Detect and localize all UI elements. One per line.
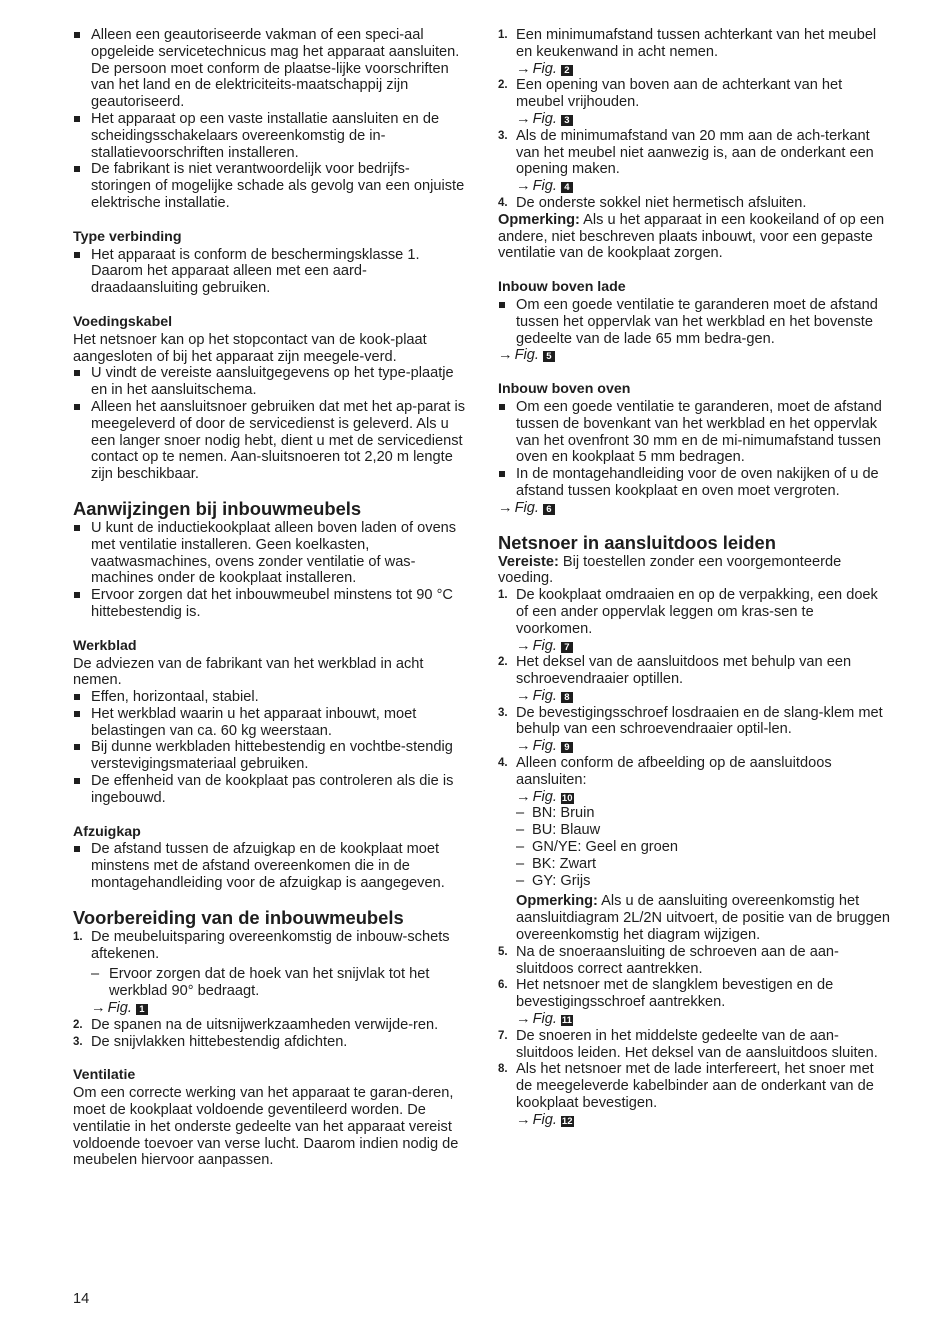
note-text: Als u de aansluiting overeenkomstig het aansluitdiagram 2L/2N uitvoert, de positie van de bruggen overeenkomstig het diagram wijzigen.: [516, 893, 891, 944]
paragraph: De adviezen van de fabrikant van het werkblad in acht nemen.: [73, 655, 424, 689]
step-text: Na de snoeraansluiting de schroeven aan de aan-sluitdoos correct aantrekken.: [516, 943, 839, 977]
section-heading-voedingskabel: Voedingskabel: [73, 313, 173, 330]
section-heading-aanwijzingen: Aanwijzingen bij inbouwmeubels: [73, 497, 362, 519]
arrow-right-icon: →: [516, 110, 531, 127]
step-item: [498, 977, 890, 1027]
step-number: 1.: [73, 930, 83, 943]
list-item: De fabrikant is niet verantwoordelijk voor bedrijfs-storingen of mogelijke schade als gevolg van een onjuiste elektrische installatie.: [73, 161, 465, 211]
list-item: – GY: Grijs: [516, 873, 890, 890]
step-item: [73, 929, 465, 1017]
step-text: De bevestigingsschroef losdraaien en de slang-klem met behulp van een schroevendraaier optil-len.: [516, 704, 883, 738]
inbouw-lade-list: [498, 297, 890, 347]
figure-reference: [516, 111, 890, 128]
list-item: U kunt de inductiekookplaat alleen boven laden of ovens met ventilatie installeren. Geen koelkasten, vaatwasmachines, ovens zonder ventilatie of was-machines onder de kookplaat installeren.: [73, 520, 465, 587]
step-text: Het netsnoer met de slangklem bevestigen en de bevestigingsschroef aantrekken.: [516, 977, 834, 1011]
step-number: 4.: [498, 196, 508, 209]
step-text: Het deksel van de aansluitdoos met behulp van een schroevendraaier optillen.: [516, 654, 852, 688]
step-number: 6.: [498, 979, 508, 992]
note-text: Als u het apparaat in een kookeiland of op een andere, niet beschreven plaats inbouwt, voor een gepaste ventilatie van de kookplaat zorgen.: [498, 211, 885, 262]
section-heading-ventilatie: Ventilatie: [73, 1067, 136, 1084]
figure-number: 3: [561, 115, 573, 126]
list-item: Het werkblad waarin u het apparaat inbouwt, moet belastingen van ca. 60 kg weerstaan.: [73, 706, 465, 740]
step-number: 1.: [498, 589, 508, 602]
arrow-right-icon: →: [91, 1000, 106, 1017]
arrow-right-icon: →: [498, 499, 513, 516]
figure-reference: [516, 789, 890, 806]
arrow-right-icon: →: [498, 347, 513, 364]
step-text: De meubeluitsparing overeenkomstig de inbouw-schets aftekenen.: [91, 928, 450, 962]
step-text: De kookplaat omdraaien en op de verpakking, een doek of een ander oppervlak leggen om kras-sen te voorkomen.: [516, 587, 878, 637]
figure-reference: [91, 1000, 465, 1017]
step-text: Een minimumafstand tussen achterkant van het meubel en keukenwand in acht nemen.: [516, 27, 877, 60]
figure-reference: [498, 500, 890, 517]
step-text: De snijvlakken hittebestendig afdichten.: [91, 1033, 348, 1050]
paragraph: Het netsnoer kan op het stopcontact van de kook-plaat aangesloten of bij het apparaat zijn meegele-verd.: [73, 331, 427, 365]
requirement-paragraph: [498, 554, 890, 588]
right-column: [498, 27, 890, 1129]
figure-label: Fig.: [532, 110, 557, 127]
step-number: 2.: [498, 656, 508, 669]
step-number: 4.: [498, 757, 508, 770]
step-text: Als het netsnoer met de lade interfereert, het snoer met de meegeleverde kabelbinder aan de onderkant van de kookplaat bevestigen.: [516, 1061, 874, 1112]
list-item: – GN/YE: Geel en groen: [516, 839, 890, 856]
requirement-label: Vereiste:: [498, 553, 559, 570]
page-number: 14: [73, 1291, 90, 1307]
requirement-text: Bij toestellen zonder een voorgemonteerde voeding.: [498, 553, 842, 587]
step-text: Een opening van boven aan de achterkant van het meubel vrijhouden.: [516, 77, 843, 111]
figure-reference: [516, 61, 890, 78]
step-item: [498, 654, 890, 704]
step-text: Als de minimumafstand van 20 mm aan de ach-terkant van het meubel niet aanwezig is, aan de onderkant een opening maken.: [516, 127, 874, 178]
step-number: 3.: [498, 129, 508, 142]
section-heading-afzuigkap: Afzuigkap: [73, 823, 141, 840]
figure-reference: [516, 1011, 890, 1028]
step-number: 3.: [498, 706, 508, 719]
arrow-right-icon: →: [516, 788, 531, 805]
figure-number: 4: [561, 182, 573, 193]
voorbereiding-steps: [73, 929, 465, 1051]
step-item: [498, 128, 890, 195]
list-item: Om een goede ventilatie te garanderen moet de afstand tussen het oppervlak van het werkblad en het bovenste gedeelte van de lade 65 mm bedra-gen.: [498, 297, 890, 347]
figure-number: 11: [561, 1015, 572, 1027]
left-column: [73, 27, 465, 1169]
netsnoer-steps: [498, 587, 890, 1129]
list-item: Alleen het aansluitsnoer gebruiken dat met het ap-parat is meegeleverd of door de servicedienst is geleverd. Als u een langer snoer nodig hebt, dient u met de servicedienst contact op te nemen. Aan-sluitsnoeren tot 2,20 m lengte zijn beschikbaar.: [73, 399, 465, 483]
arrow-right-icon: →: [516, 178, 531, 195]
figure-reference: [498, 347, 890, 364]
note-paragraph: [516, 893, 890, 943]
list-item: De effenheid van de kookplaat pas controleren als die is ingebouwd.: [73, 773, 465, 807]
step-item: [73, 1017, 465, 1034]
step-item: [498, 705, 890, 755]
list-item: – BU: Blauw: [516, 822, 890, 839]
list-item: U vindt de vereiste aansluitgegevens op het type-plaatje en in het aansluitschema.: [73, 365, 465, 399]
step-text: De snoeren in het middelste gedeelte van de aan-sluitdoos leiden. Het deksel van de aansluitdoos sluiten.: [516, 1027, 878, 1061]
figure-reference: [516, 178, 890, 195]
step-text: De spanen na de uitsnijwerkzaamheden verwijde-ren.: [91, 1016, 439, 1033]
wire-color-list: [516, 805, 890, 889]
type-verbinding-list: [73, 247, 465, 297]
step-text: Alleen conform de afbeelding op de aansluitdoos aansluiten:: [516, 755, 832, 788]
intro-bullet-list: [73, 27, 465, 212]
figure-reference: [516, 638, 890, 655]
step-number: 2.: [73, 1018, 83, 1031]
list-item: Het apparaat op een vaste installatie aansluiten en de scheidingsschakelaars overeenkomstig de in-stallatievoorschriften installeren.: [73, 111, 465, 161]
arrow-right-icon: →: [516, 1111, 531, 1128]
step-text: De onderste sokkel niet hermetisch afsluiten.: [516, 194, 807, 211]
figure-label: Fig.: [107, 1000, 132, 1017]
figure-label: Fig.: [532, 1111, 557, 1128]
step-number: 1.: [498, 29, 508, 41]
list-item: Ervoor zorgen dat het inbouwmeubel minstens tot 90 °C hittebestendig is.: [73, 587, 465, 621]
figure-number: 7: [561, 642, 573, 653]
step-number: 5.: [498, 945, 508, 958]
step-item: [498, 587, 890, 654]
figure-number: 10: [561, 792, 573, 804]
section-heading-inbouw-lade: Inbouw boven lade: [498, 279, 626, 296]
figure-reference: [516, 738, 890, 755]
werkblad-list: [73, 689, 465, 807]
step-item: [498, 195, 890, 212]
arrow-right-icon: →: [516, 1011, 531, 1028]
step-item: [498, 27, 890, 77]
section-heading-voorbereiding: Voorbereiding van de inbouwmeubels: [73, 906, 404, 928]
section-heading-inbouw-oven: Inbouw boven oven: [498, 381, 631, 398]
figure-label: Fig.: [532, 60, 557, 77]
list-item: Om een goede ventilatie te garanderen, moet de afstand tussen de bovenkant van het werkblad en het oppervlak van het ovenfront 30 mm en de mi-nimumafstand tussen oven en kookplaat 5 mm bedragen.: [498, 399, 890, 466]
step-item: [498, 944, 890, 978]
step-number: 8.: [498, 1063, 508, 1076]
arrow-right-icon: →: [516, 60, 531, 77]
paragraph: Om een correcte werking van het apparaat te garan-deren, moet de kookplaat voldoende geventileerd worden. De ventilatie in het onderste gedeelte van het apparaat vereist voldoende toevoer van verse lucht. Daarom indien nodig de meubelen hiervoor aanpassen.: [73, 1085, 459, 1169]
list-item: Alleen een geautoriseerde vakman of een speci-aal opgeleide servicetechnicus mag het apparaat aansluiten. De persoon moet conform de plaatse-lijke voorschriften van het land en de elektriciteits-maatschappij zijn geautoriseerd.: [73, 27, 465, 111]
step-number: 7.: [498, 1029, 508, 1042]
figure-number: 12: [561, 1115, 573, 1127]
list-item: Het apparaat is conform de beschermingsklasse 1. Daarom het apparaat alleen met een aard-draadaansluiting gebruiken.: [73, 247, 465, 297]
figure-reference: [516, 1112, 890, 1129]
ventilatie-steps: [498, 27, 890, 212]
list-item: Bij dunne werkbladen hittebestendig en vochtbe-stendig verstevigingsmateriaal gebruiken.: [73, 739, 465, 773]
figure-number: 1: [136, 1004, 148, 1015]
list-item: Effen, horizontaal, stabiel.: [73, 689, 465, 706]
step-item: [498, 1028, 890, 1062]
section-heading-netsnoer: Netsnoer in aansluitdoos leiden: [498, 531, 776, 553]
figure-label: Fig.: [532, 637, 557, 654]
figure-number: 5: [543, 351, 555, 362]
figure-label: Fig.: [532, 738, 557, 755]
step-number: 2.: [498, 79, 508, 92]
list-item: – BN: Bruin: [516, 805, 890, 822]
note-label: Opmerking:: [516, 893, 598, 910]
list-item: – BK: Zwart: [516, 856, 890, 873]
arrow-right-icon: →: [516, 687, 531, 704]
sub-dash-list: [91, 966, 465, 1000]
step-item: [498, 77, 890, 127]
arrow-right-icon: →: [516, 637, 531, 654]
figure-label: Fig.: [532, 687, 557, 704]
figure-number: 8: [561, 692, 573, 703]
step-item: [73, 1034, 465, 1051]
section-heading-werkblad: Werkblad: [73, 637, 137, 654]
figure-label: Fig.: [532, 178, 557, 195]
figure-label: Fig.: [532, 1011, 557, 1028]
figure-number: 2: [561, 65, 573, 76]
list-item: – Ervoor zorgen dat de hoek van het snijvlak tot het werkblad 90° bedraagt.: [91, 966, 465, 1000]
step-item: [498, 755, 890, 944]
figure-reference: [516, 688, 890, 705]
figure-label: Fig.: [532, 788, 557, 805]
note-paragraph: [498, 212, 890, 262]
inbouw-oven-list: [498, 399, 890, 500]
list-item: In de montagehandleiding voor de oven nakijken of u de afstand tussen kookplaat en oven moet vergroten.: [498, 466, 890, 500]
figure-label: Fig.: [514, 347, 539, 364]
figure-number: 6: [543, 504, 555, 515]
step-item: [498, 1061, 890, 1128]
step-number: 3.: [73, 1035, 83, 1048]
afzuigkap-list: [73, 841, 465, 891]
list-item: De afstand tussen de afzuigkap en de kookplaat moet minstens met de afstand overeenkomen die in de montagehandleiding voor de afzuigkap is aangegeven.: [73, 841, 465, 891]
section-heading-type-verbinding: Type verbinding: [73, 228, 182, 245]
note-label: Opmerking:: [498, 211, 580, 228]
aanwijzingen-list: [73, 520, 465, 621]
figure-number: 9: [561, 742, 573, 753]
voedingskabel-list: [73, 365, 465, 483]
arrow-right-icon: →: [516, 738, 531, 755]
figure-label: Fig.: [514, 499, 539, 516]
